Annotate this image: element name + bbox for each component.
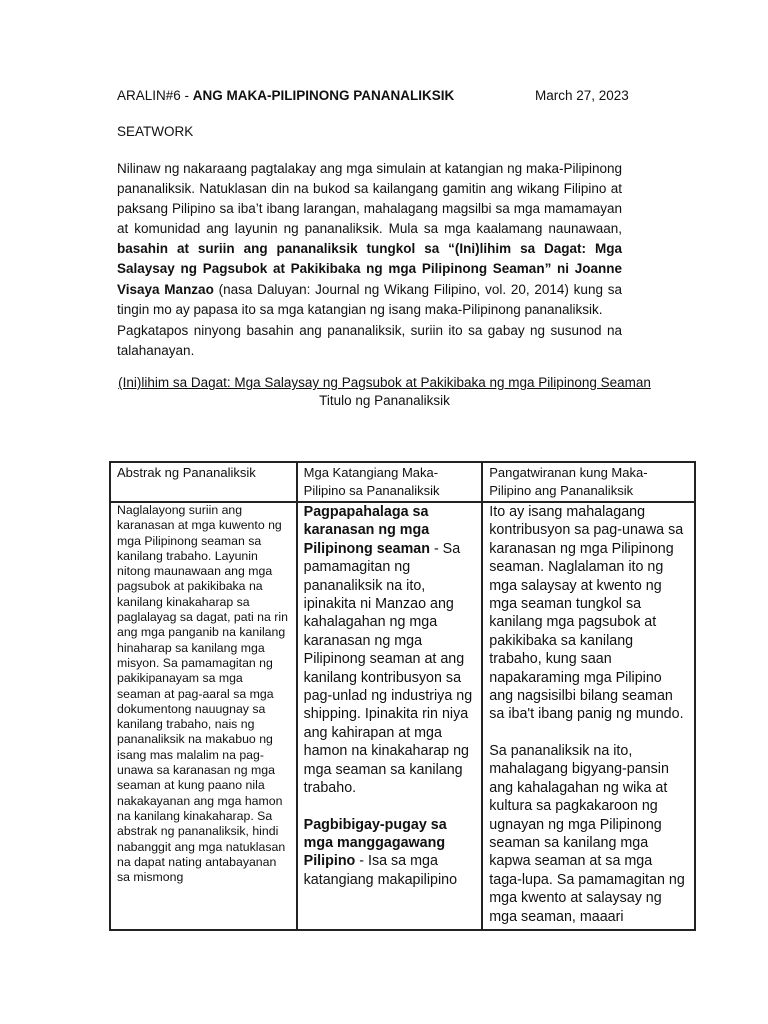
feature-text: - Isa sa mga katangiang makapilipino bbox=[303, 853, 458, 888]
table-header-row bbox=[110, 462, 695, 502]
header-features: Mga Katangiang Maka-Pilipino sa Pananaliksik bbox=[297, 462, 483, 502]
reason-paragraph: Ito ay isang mahalagang kontribusyon sa pag-unawa sa karanasan ng mga Pilipinong seaman. Naglalaman ito ng mga salaysay at kwento ng mga seaman tungkol sa kanilang mga pagsubok at pakikibaka sa kanilang trabaho, kung saan napakaraming mga Pilipino ang nagsisilbi bilang seaman sa iba't ibang panig ng mundo. bbox=[489, 504, 684, 723]
research-title-block bbox=[117, 374, 652, 410]
analysis-table bbox=[109, 461, 696, 931]
feature-text: - Sa pamamagitan ng pananaliksik na ito, ipinakita ni Manzao ang kahalagahan ng mga karanasan ng mga Pilipinong seaman at ang kanilang kontribusyon sa pag-unlad ng industriya ng shipping. Ipinakita rin niya ang kahirapan at mga hamon na kinakaharap ng mga seaman sa kanilang trabaho. bbox=[303, 540, 473, 797]
intro-paragraph bbox=[117, 159, 622, 320]
feature-heading: Pagpapahalaga sa karanasan ng mga Pilipinong seaman bbox=[303, 504, 430, 557]
research-title-caption: Titulo ng Pananaliksik bbox=[319, 393, 450, 408]
header-abstract: Abstrak ng Pananaliksik bbox=[110, 462, 297, 502]
intro-text-1: Nilinaw ng nakaraang pagtalakay ang mga simulain at katangian ng maka-Pilipinong pananaliksik. Natuklasan din na bukod sa kailangang gamitin ang wikang Filipino at paksang Pilipino sa iba’t ibang larangan, mahalagang magsilbi sa mga mamamayan at komunidad ang layunin ng pananaliksik. Mula sa mga kaalamang naunawaan, bbox=[117, 161, 622, 237]
lesson-date: March 27, 2023 bbox=[535, 88, 629, 103]
abstract-cell: Naglalayong suriin ang karanasan at mga kuwento ng mga Pilipinong seaman sa kanilang trabaho. Layunin nitong maunawaan ang mga pagsubok at pakikibaka na kanilang kinakaharap sa paglalayag sa dagat, pati na rin ang mga panganib na kanilang hinaharap sa kanilang mga misyon. Sa pamamagitan ng pakikipanayam sa mga seaman at pag-aaral sa mga dokumentong nauugnay sa kanilang trabaho, nais ng pananaliksik na makabuo ng isang mas malalim na pag-unawa sa karanasan ng mga seaman at kung paano nila nakakayanan ang mga hamon na kanilang kinakaharap. Sa abstrak ng pananaliksik, hindi nabanggit ang mga natuklasan na dapat nating antabayanan sa mismong bbox=[110, 502, 297, 930]
feature-heading: Pagbibigay-pugay sa mga manggagawang Pilipino bbox=[303, 816, 447, 870]
reason-paragraph: Sa pananaliksik na ito, mahalagang bigyang-pansin ang kahalagahan ng wika at kultura sa pagkakaroon ng ugnayan ng mga Pilipinong seaman sa kanilang mga kapwa seaman at sa mga taga-lupa. Sa pamamagitan ng mga kwento at salaysay ng mga seaman, maaari bbox=[489, 742, 685, 925]
research-title: (Ini)lihim sa Dagat: Mga Salaysay ng Pagsubok at Pakikibaka ng mga Pilipinong Seaman bbox=[118, 375, 651, 390]
intro-bold-text: basahin at suriin ang pananaliksik tungkol sa “(Ini)lihim sa Dagat: Mga Salaysay ng Pagsubok at Pakikibaka ng mga Pilipinong Seaman” ni Joanne Visaya Manzao bbox=[117, 241, 622, 297]
reasons-cell bbox=[482, 502, 695, 930]
feature-item bbox=[304, 816, 476, 890]
features-cell bbox=[297, 502, 483, 930]
lesson-heading bbox=[117, 88, 454, 103]
seatwork-label: SEATWORK bbox=[117, 124, 194, 139]
instruction-paragraph: Pagkatapos ninyong basahin ang pananaliksik, suriin ito sa gabay ng susunod na talahanayan. bbox=[117, 323, 622, 358]
lesson-title: ANG MAKA-PILIPINONG PANANALIKSIK bbox=[192, 88, 455, 103]
feature-item bbox=[304, 503, 476, 798]
header-reasons: Pangatwiranan kung Maka-Pilipino ang Pananaliksik bbox=[482, 462, 695, 502]
intro-text-2: (nasa Daluyan: Journal ng Wikang Filipino, vol. 20, 2014) kung sa tingin mo ay papasa ito sa mga katangian ng isang maka-Pilipinong pananaliksik. bbox=[117, 281, 622, 317]
table-row bbox=[110, 502, 695, 930]
lesson-number: ARALIN#6 - bbox=[117, 88, 193, 103]
